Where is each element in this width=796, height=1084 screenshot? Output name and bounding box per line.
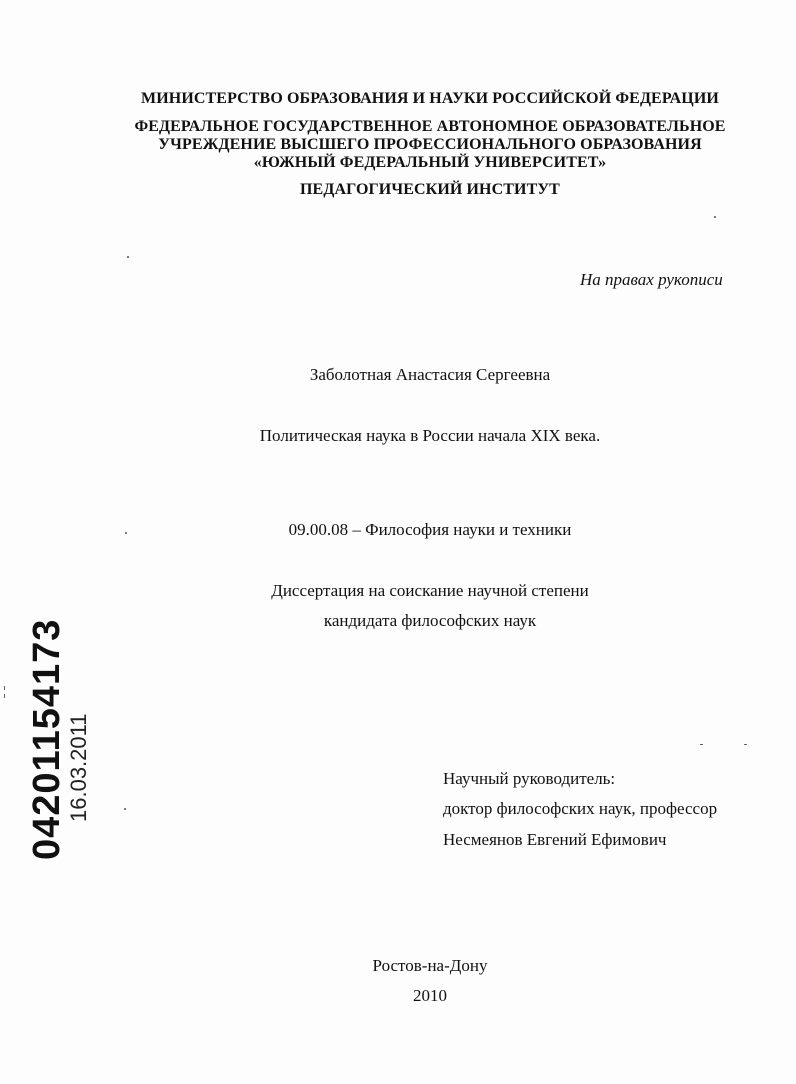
scan-speck [4,694,5,698]
library-stamp-date: 16.03.2011 [66,713,91,822]
institution-line-2: УЧРЕЖДЕНИЕ ВЫСШЕГО ПРОФЕССИОНАЛЬНОГО ОБРАЗОВАНИЯ [158,136,702,153]
institution-line-3: «ЮЖНЫЙ ФЕДЕРАЛЬНЫЙ УНИВЕРСИТЕТ» [253,154,607,171]
institute-heading: ПЕДАГОГИЧЕСКИЙ ИНСТИТУТ [300,181,560,198]
degree-line-2: кандидата философских наук [323,611,537,630]
scan-speck [744,744,747,745]
scan-speck [714,216,716,218]
scan-speck [700,744,703,745]
city: Ростов-на-Дону [372,956,488,975]
ministry-heading: МИНИСТЕРСТВО ОБРАЗОВАНИЯ И НАУКИ РОССИЙСКОЙ ФЕДЕРАЦИИ [141,90,719,107]
manuscript-note: На правах рукописи [580,270,723,289]
supervisor-label: Научный руководитель: [443,769,616,788]
institution-line-1: ФЕДЕРАЛЬНОЕ ГОСУДАРСТВЕННОЕ АВТОНОМНОЕ ОБРАЗОВАТЕЛЬНОЕ [134,118,726,135]
supervisor-name: Несмеянов Евгений Ефимович [443,830,667,849]
author-name: Заболотная Анастасия Сергеевна [309,365,551,384]
scan-speck [124,808,126,810]
scan-speck [127,256,129,258]
scan-speck [4,686,5,690]
dissertation-title: Политическая наука в России начала XIX века. [259,426,601,445]
scan-speck [125,532,127,534]
supervisor-rank: доктор философских наук, профессор [443,799,718,818]
specialty-code: 09.00.08 – Философия науки и техники [288,520,572,539]
year: 2010 [413,986,447,1005]
library-stamp-number: 04201154173 [26,618,68,860]
degree-line-1: Диссертация на соискание научной степени [271,581,589,600]
